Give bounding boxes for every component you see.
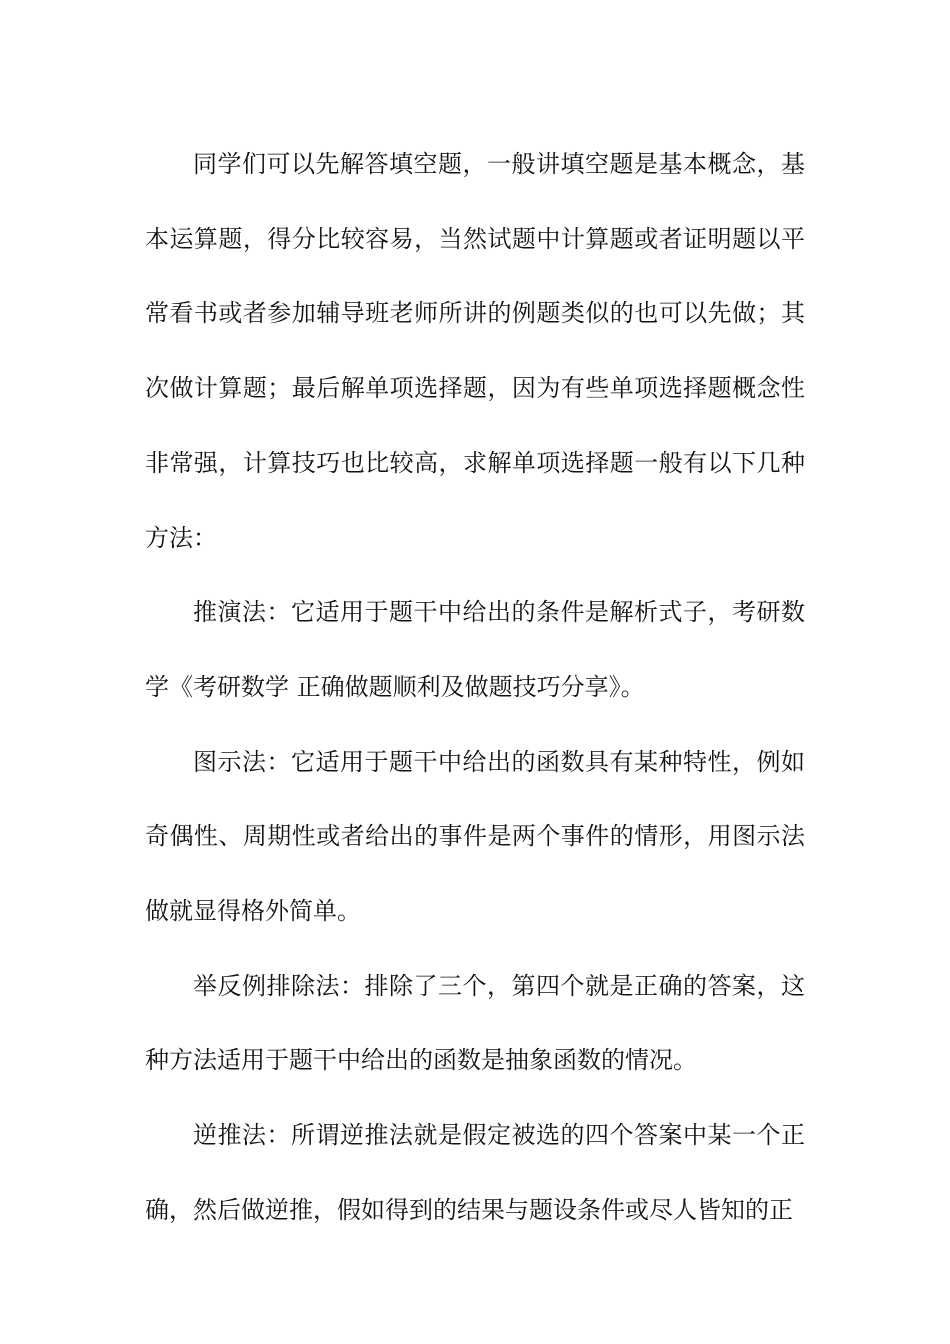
document-body xyxy=(145,127,805,1248)
paragraph-solving-order: 同学们可以先解答填空题，一般讲填空题是基本概念，基本运算题，得分比较容易，当然试题中计算题或者证明题以平常看书或者参加辅导班老师所讲的例题类似的也可以先做；其次做计算题；最后解单项选择题，因为有些单项选择题概念性非常强，计算技巧也比较高，求解单项选择题一般有以下几种方法： xyxy=(145,150,805,552)
paragraph-deduction-method: 推演法：它适用于题干中给出的条件是解析式子，考研数学《考研数学 正确做题顺利及做题技巧分享》。 xyxy=(145,598,805,701)
paragraph-diagram-method: 图示法：它适用于题干中给出的函数具有某种特性，例如奇偶性、周期性或者给出的事件是两个事件的情形，用图示法做就显得格外简单。 xyxy=(145,747,805,926)
paragraph-counterexample-method: 举反例排除法：排除了三个，第四个就是正确的答案，这种方法适用于题干中给出的函数是抽象函数的情况。 xyxy=(145,971,805,1075)
paragraph-reverse-method: 逆推法：所谓逆推法就是假定被选的四个答案中某一个正确，然后做逆推，假如得到的结果与题设条件或尽人皆知的正 xyxy=(145,1121,805,1224)
